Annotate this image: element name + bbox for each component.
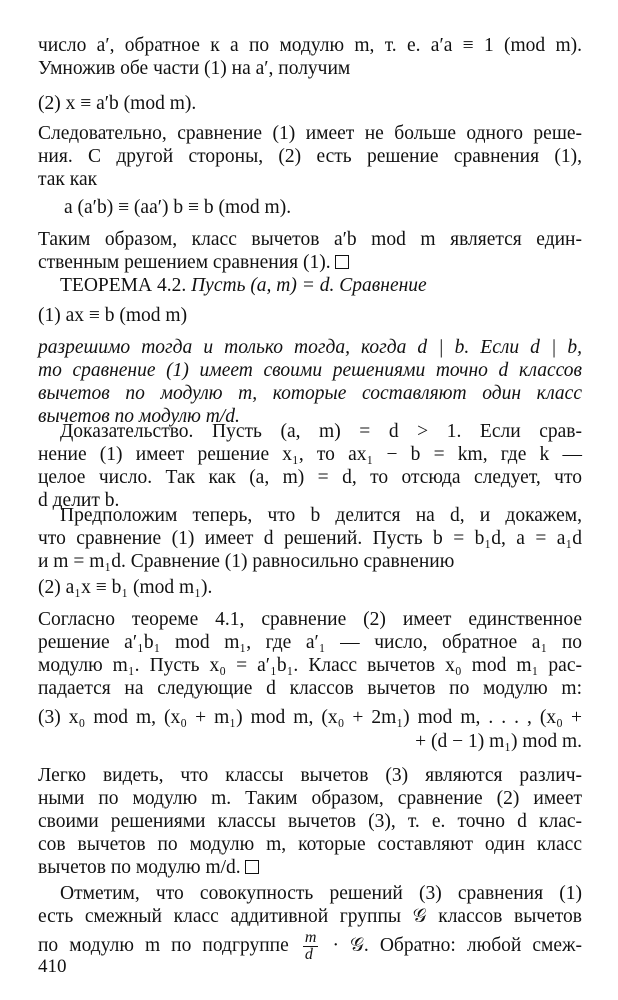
equation-3-line-1: (3) x₀ mod m, (x₀ + m₁) mod m, (x₀ + 2m₁) mod m, . . . , (x₀ +	[38, 707, 582, 728]
text-line-with-fraction	[38, 930, 582, 962]
text-line: ственным решением сравнения (1).	[38, 252, 331, 273]
equation-display: a (a′b) ≡ (aa′) b ≡ b (mod m).	[64, 197, 292, 218]
text-line: Легко видеть, что классы вычетов (3) являются различ-	[38, 765, 582, 786]
equation-1: (1) ax ≡ b (mod m)	[38, 305, 188, 326]
text-line-with-box	[38, 856, 582, 879]
text-line: своими решениями классы вычетов (3), т. е. точно d клас-	[38, 811, 582, 832]
text-line: Предположим теперь, что b делится на d, и докажем,	[60, 505, 582, 526]
theorem-text: Пусть (a, m) = d. Сравнение	[191, 275, 427, 296]
text-line: целое число. Так как (a, m) = d, то отсюда следует, что	[38, 467, 582, 488]
paragraph-9	[38, 882, 582, 962]
text-line: так как	[38, 169, 98, 190]
text-line: Умножив обе части (1) на a′, получим	[38, 58, 351, 79]
text-line: Следовательно, сравнение (1) имеет не больше одного реше-	[38, 123, 582, 144]
text-line: падается на следующие d классов вычетов по модулю m:	[38, 678, 582, 699]
fraction	[303, 930, 319, 963]
text-line: сов вычетов по модулю m, которые составляют один класс	[38, 834, 582, 855]
equation-2: (2) x ≡ a′b (mod m).	[38, 93, 197, 114]
theorem-heading: ТЕОРЕМА 4.2.	[60, 275, 187, 296]
text-line: что сравнение (1) имеет d решений. Пусть b = b₁d, a = a₁d	[38, 528, 582, 549]
text-line: решение a′₁b₁ mod m₁, где a′₁ — число, обратное a₁ по	[38, 632, 582, 653]
paragraph-2	[38, 122, 582, 191]
text-line: Согласно теореме 4.1, сравнение (2) имеет единственное	[38, 609, 582, 630]
fraction-numerator: m	[304, 929, 317, 947]
qed-box-icon	[245, 860, 259, 874]
text-line: вычетов по модулю m/d.	[38, 857, 241, 878]
paragraph-3	[38, 228, 582, 297]
text-fragment: по модулю m по подгруппе	[38, 935, 289, 956]
text-line: Отметим, что совокупность решений (3) сравнения (1)	[60, 883, 582, 904]
text-line: вычетов по модулю m, которые составляют один класс	[38, 383, 582, 404]
text-line: есть смежный класс аддитивной группы 𝒢 классов вычетов	[38, 906, 582, 927]
text-line: Доказательство. Пусть (a, m) = d > 1. Если срав-	[60, 421, 582, 442]
fraction-denominator: d	[304, 946, 313, 964]
text-line: ными по модулю m. Таким образом, сравнение (2) имеет	[38, 788, 582, 809]
text-line: то сравнение (1) имеет своими решениями точно d классов	[38, 360, 582, 381]
text-line: разрешимо тогда и только тогда, когда d | b. Если d | b,	[38, 337, 582, 358]
text-line: число a′, обратное к a по модулю m, т. е. a′a ≡ 1 (mod m).	[38, 35, 582, 56]
equation-3-line-2: + (d − 1) m₁) mod m.	[415, 731, 582, 752]
equation-2b: (2) a₁x ≡ b₁ (mod m₁).	[38, 577, 213, 598]
text-line: нение (1) имеет решение x₁, то ax₁ − b = km, где k —	[38, 444, 582, 465]
theorem-statement	[38, 336, 582, 428]
text-line: d делит b.	[38, 490, 120, 511]
text-line: ния. С другой стороны, (2) есть решение сравнения (1),	[38, 146, 582, 167]
paragraph-1	[38, 34, 582, 80]
text-line: вычетов по модулю m/d.	[38, 406, 240, 427]
text-line: Таким образом, класс вычетов a′b mod m является един-	[38, 229, 582, 250]
text-line-with-box	[38, 251, 582, 274]
paragraph-7	[38, 608, 582, 700]
paragraph-8	[38, 764, 582, 879]
text-fragment: · 𝒢. Обратно: любой смеж-	[332, 935, 582, 956]
theorem-line	[38, 274, 582, 297]
qed-box-icon	[335, 255, 349, 269]
paragraph-6	[38, 504, 582, 573]
text-line: и m = m₁d. Сравнение (1) равносильно сравнению	[38, 551, 455, 572]
page-number: 410	[38, 956, 67, 977]
text-line: модулю m₁. Пусть x₀ = a′₁b₁. Класс вычетов x₀ mod m₁ рас-	[38, 655, 582, 676]
proof-paragraph	[38, 420, 582, 512]
